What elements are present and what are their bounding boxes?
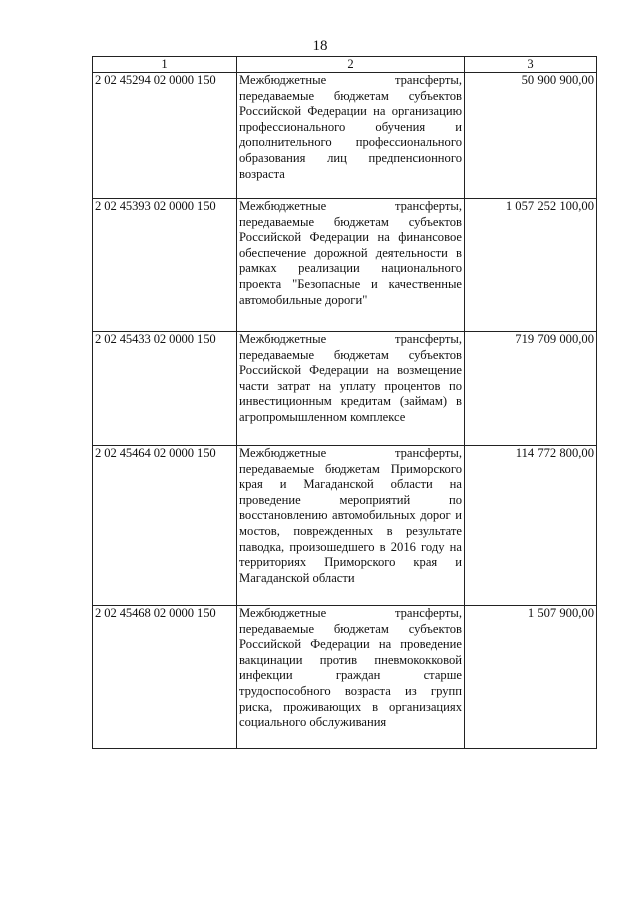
amount: 1 057 252 100,00: [465, 199, 597, 332]
description: Межбюджетные трансферты, передаваемые бюджетам субъектов Российской Федерации на организацию профессионального обучения и дополнительного профессионального образования лиц предпенсионного возраста: [237, 73, 465, 199]
page-number: 18: [312, 38, 328, 54]
amount: 50 900 900,00: [465, 73, 597, 199]
amount: 114 772 800,00: [465, 446, 597, 606]
description: Межбюджетные трансферты, передаваемые бюджетам субъектов Российской Федерации на проведение вакцинации против пневмококковой инфекции граждан старше трудоспособного возраста из групп риска, проживающих в организациях социального обслуживания: [237, 606, 465, 749]
budget-code: 2 02 45393 02 0000 150: [93, 199, 237, 332]
table-header-row: [93, 57, 597, 73]
table-row: [93, 332, 597, 446]
budget-code: 2 02 45464 02 0000 150: [93, 446, 237, 606]
amount: 1 507 900,00: [465, 606, 597, 749]
description: Межбюджетные трансферты, передаваемые бюджетам Приморского края и Магаданской области на проведение мероприятий по восстановлению автомобильных дорог и мостов, поврежденных в результате паводка, произошедшего в 2016 году на территориях Приморского края и Магаданской области: [237, 446, 465, 606]
column-header-2: 2: [237, 57, 465, 73]
table-row: [93, 199, 597, 332]
column-header-1: 1: [93, 57, 237, 73]
budget-code: 2 02 45468 02 0000 150: [93, 606, 237, 749]
budget-code: 2 02 45294 02 0000 150: [93, 73, 237, 199]
table-row: [93, 446, 597, 606]
description: Межбюджетные трансферты, передаваемые бюджетам субъектов Российской Федерации на возмещение части затрат на уплату процентов по инвестиционным кредитам (займам) в агропромышленном комплексе: [237, 332, 465, 446]
budget-code: 2 02 45433 02 0000 150: [93, 332, 237, 446]
description: Межбюджетные трансферты, передаваемые бюджетам субъектов Российской Федерации на финансовое обеспечение дорожной деятельности в рамках реализации национального проекта "Безопасные и качественные автомобильные дороги": [237, 199, 465, 332]
table-row: [93, 606, 597, 749]
amount: 719 709 000,00: [465, 332, 597, 446]
table-row: [93, 73, 597, 199]
column-header-3: 3: [465, 57, 597, 73]
budget-table: [92, 56, 597, 749]
